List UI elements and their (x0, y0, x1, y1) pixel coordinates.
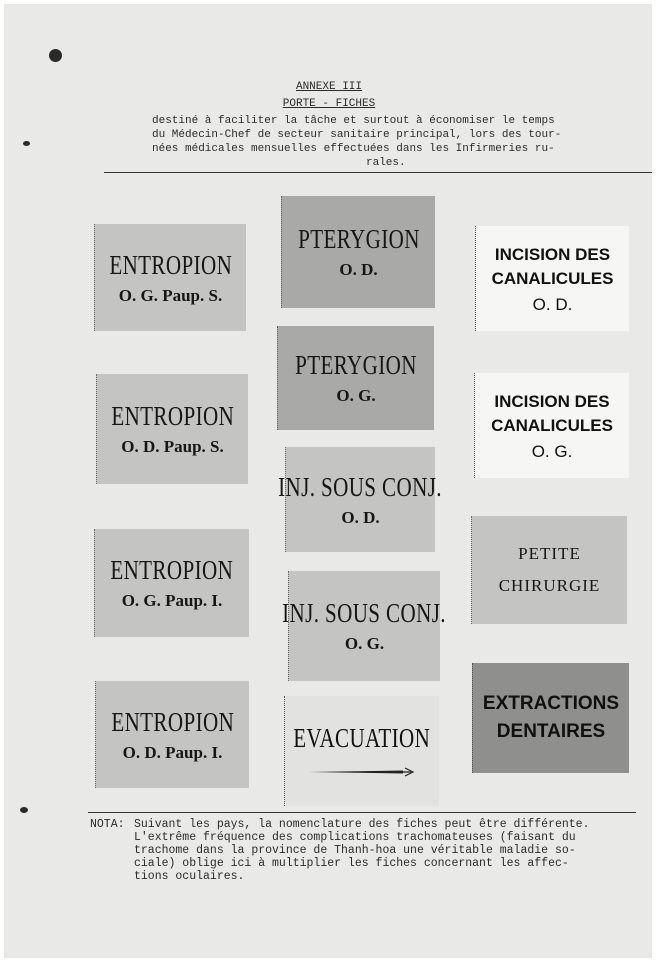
nota-line: trachome dans la province de Thanh-hoa une véritable maladie so- (134, 844, 576, 857)
card-title: INJ. SOUS CONJ. (278, 471, 443, 502)
nota-line: tions oculaires. (134, 870, 245, 883)
card-subtitle: O. D. (341, 507, 380, 527)
card-title: ENTROPION (111, 401, 234, 431)
header-divider (104, 172, 652, 173)
card-entropion-od-paup-i (95, 681, 249, 788)
card-incision-canalicules-od (475, 226, 629, 331)
card-title: EVACUATION (293, 723, 431, 753)
card-title-line2: CANALICULES (491, 415, 613, 435)
card-pterygion-od (281, 196, 435, 308)
card-title: PTERYGION (295, 350, 417, 380)
nota-label: NOTA: (90, 818, 125, 831)
card-entropion-od-paup-s (96, 374, 248, 484)
card-incision-canalicules-og (474, 373, 629, 478)
card-inj-sous-conj-od (278, 447, 443, 552)
intro-line: destiné à faciliter la tâche et surtout à économiser le temps (152, 115, 555, 127)
annex-title: ANNEXE III (295, 81, 362, 93)
card-subtitle: O. D. Paup. S. (121, 437, 224, 456)
card-subtitle: O. G. Paup. S. (118, 285, 223, 305)
punch-hole (49, 49, 62, 62)
card-subtitle: O. G. (531, 441, 573, 461)
card-title-line1: INCISION DES (494, 391, 610, 411)
card-title-line2: CANALICULES (491, 268, 614, 288)
card-title-line2: DENTAIRES (496, 721, 606, 742)
intro-paragraph (152, 114, 622, 170)
punch-hole-mark (20, 807, 28, 813)
nota-line: ciale) oblige ici à multiplier les fiches concernant les affec- (134, 857, 569, 870)
card-title-line1: INCISION DES (494, 244, 611, 264)
card-extractions-dentaires (472, 663, 629, 773)
intro-line: rales. (366, 157, 406, 169)
card-title: ENTROPION (109, 249, 232, 280)
card-petite-chirurgie (471, 516, 627, 624)
card-entropion-og-paup-i (94, 529, 249, 637)
card-title: ENTROPION (111, 706, 234, 737)
card-evacuation (284, 696, 439, 806)
card-title: ENTROPION (110, 555, 234, 585)
card-title-line1: EXTRACTIONS (482, 693, 620, 714)
card-subtitle: O. G. (336, 386, 376, 405)
card-subtitle: O. G. (344, 634, 385, 653)
nota-line: L'extrême fréquence des complications trachomateuses (faisant du (134, 831, 576, 844)
card-entropion-og-paup-s (94, 224, 246, 331)
card-inj-sous-conj-og (282, 571, 447, 681)
annex-subtitle: PORTE - FICHES (282, 98, 376, 110)
card-subtitle: O. G. Paup. I. (121, 591, 223, 610)
card-title-line2: CHIRURGIE (498, 576, 601, 595)
intro-line: nées médicales mensuelles effectuées dans les Infirmeries ru- (152, 143, 555, 155)
footer-divider (88, 812, 636, 813)
card-pterygion-og (277, 326, 434, 430)
card-subtitle: O. D. Paup. I. (122, 742, 223, 762)
nota-line: Suivant les pays, la nomenclature des fiches peut être différente. (134, 818, 590, 831)
arrow-right-icon (307, 765, 417, 779)
intro-line: du Médecin-Chef de secteur sanitaire principal, lors des tour- (152, 129, 562, 141)
punch-hole-mark (23, 141, 30, 146)
card-subtitle: O. D. (339, 260, 378, 279)
card-title: PTERYGION (297, 224, 420, 254)
card-title: INJ. SOUS CONJ. (282, 598, 447, 628)
nota-body (134, 818, 634, 883)
card-title-line1: PETITE (518, 544, 581, 563)
card-subtitle: O. D. (532, 294, 573, 314)
